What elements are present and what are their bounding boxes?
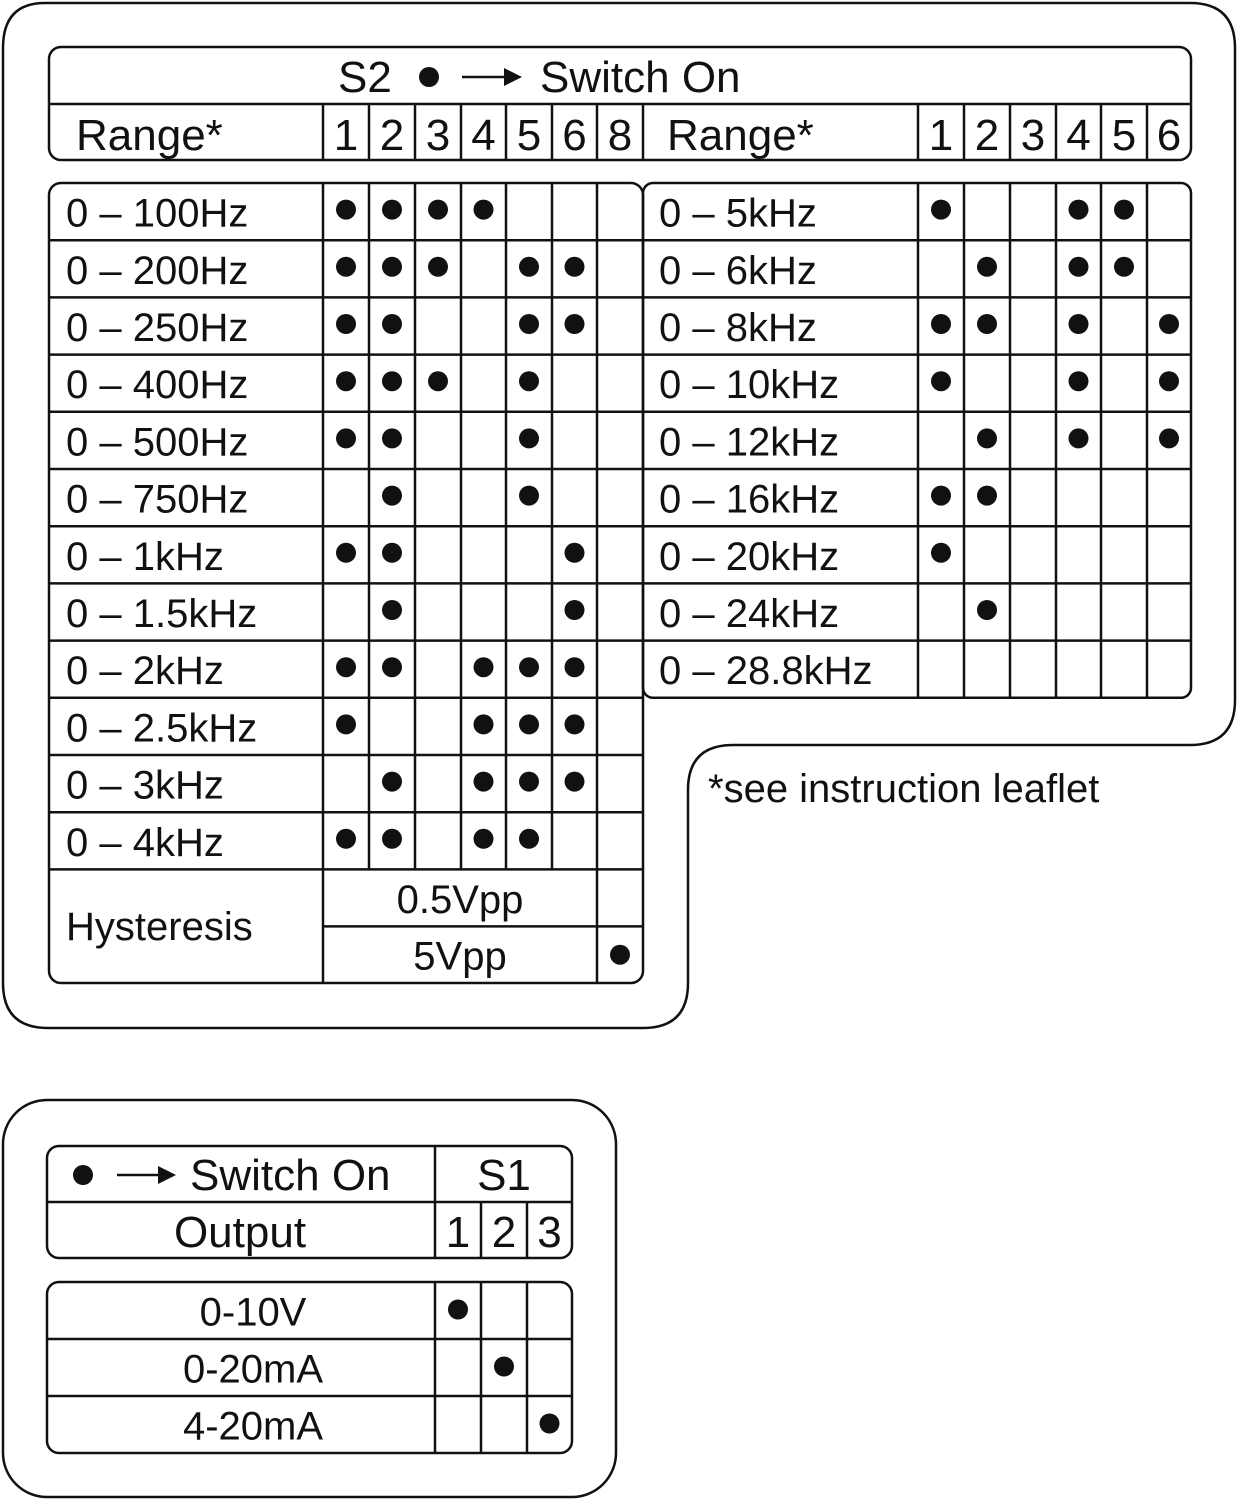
switch-on-dot-icon <box>565 772 585 792</box>
s2-right-range-label: 0 – 16kHz <box>659 477 840 522</box>
s2-left-range-label: 0 – 100Hz <box>66 191 249 236</box>
switch-on-dot-icon <box>1069 371 1089 391</box>
switch-on-dot-icon <box>1069 257 1089 277</box>
s2-right-range-label: 0 – 12kHz <box>659 420 840 465</box>
s2-left-range-label: 0 – 1.5kHz <box>66 592 258 636</box>
switch-on-dot-icon <box>565 600 585 620</box>
s2-left-range-label: 0 – 4kHz <box>66 820 224 865</box>
switch-on-dot-icon <box>382 543 402 563</box>
s2-left-range-label: 0 – 250Hz <box>66 306 249 350</box>
s2-left-column-label: 3 <box>425 111 451 160</box>
switch-on-dot-icon <box>382 200 402 220</box>
switch-on-dot-icon <box>977 428 997 448</box>
instruction-note: *see instruction leaflet <box>708 767 1100 811</box>
s2-right-column-label: 1 <box>928 111 954 160</box>
s2-left-column-label: 8 <box>607 111 633 160</box>
switch-on-dot-icon <box>977 600 997 620</box>
s2-left-column-label: 6 <box>562 111 587 160</box>
switch-on-dot-icon <box>336 314 356 334</box>
s2-title-switch: S2 <box>338 53 392 102</box>
s2-title-label: Switch On <box>540 53 741 102</box>
s2-right-range-label: 0 – 5kHz <box>659 191 817 236</box>
s2-right-range-label: 0 – 6kHz <box>659 248 817 293</box>
switch-on-dot-icon <box>474 657 494 677</box>
s1-output-table <box>47 1282 572 1453</box>
switch-on-dot-icon <box>1159 428 1179 448</box>
switch-on-dot-icon <box>336 257 356 277</box>
s2-right-range-label: 0 – 10kHz <box>659 363 840 408</box>
switch-on-dot-icon <box>382 829 402 849</box>
switch-on-dot-icon <box>336 657 356 677</box>
s2-left-column-label: 4 <box>471 111 496 160</box>
s2-left-range-label: 0 – 200Hz <box>66 248 249 293</box>
switch-on-dot-icon <box>1159 314 1179 334</box>
switch-on-dot-icon <box>448 1300 468 1320</box>
switch-on-dot-icon <box>931 200 951 220</box>
s1-title-switch: S1 <box>477 1151 531 1200</box>
arrow-right-icon <box>117 1166 176 1184</box>
switch-on-dot-icon <box>474 772 494 792</box>
switch-on-dot-icon <box>565 314 585 334</box>
s2-left-range-header: Range* <box>76 111 223 160</box>
s2-right-column-label: 2 <box>974 111 1000 160</box>
s2-hysteresis-value: 5Vpp <box>413 934 507 979</box>
s2-right-column-label: 3 <box>1020 111 1046 160</box>
switch-on-dot-icon <box>1159 371 1179 391</box>
switch-on-dot-icon <box>474 714 494 734</box>
s2-title <box>338 53 741 102</box>
s2-hysteresis-label: Hysteresis <box>66 905 253 950</box>
switch-on-dot-icon <box>382 657 402 677</box>
s1-output-label: 0-10V <box>199 1290 307 1335</box>
switch-on-dot-icon <box>931 486 951 506</box>
switch-on-dot-icon <box>977 486 997 506</box>
arrow-right-icon <box>462 68 522 86</box>
s2-right-column-label: 5 <box>1111 111 1137 160</box>
switch-on-dot-icon <box>931 371 951 391</box>
s2-right-range-header: Range* <box>667 111 814 160</box>
s2-right-range-label: 0 – 28.8kHz <box>659 649 873 694</box>
switch-on-dot-icon <box>419 67 439 87</box>
switch-on-dot-icon <box>382 314 402 334</box>
s2-left-column-label: 2 <box>379 111 405 160</box>
s1-output-label: 4-20mA <box>182 1404 324 1449</box>
switch-on-dot-icon <box>428 371 448 391</box>
switch-on-dot-icon <box>494 1357 514 1377</box>
switch-on-dot-icon <box>1069 200 1089 220</box>
switch-on-dot-icon <box>336 200 356 220</box>
switch-on-dot-icon <box>519 371 539 391</box>
switch-on-dot-icon <box>382 371 402 391</box>
s1-column-label: 2 <box>491 1208 517 1257</box>
s2-right-range-label: 0 – 8kHz <box>659 306 817 350</box>
switch-on-dot-icon <box>428 200 448 220</box>
s2-column-header <box>76 104 1181 160</box>
s2-left-range-label: 0 – 400Hz <box>66 363 249 408</box>
s1-title-label: Switch On <box>190 1151 391 1200</box>
switch-on-dot-icon <box>519 772 539 792</box>
s2-right-column-label: 4 <box>1066 111 1091 160</box>
s2-left-range-label: 0 – 500Hz <box>66 420 249 465</box>
switch-on-dot-icon <box>977 257 997 277</box>
s1-title <box>73 1151 531 1200</box>
switch-on-dot-icon <box>931 543 951 563</box>
switch-on-dot-icon <box>336 543 356 563</box>
switch-on-dot-icon <box>519 314 539 334</box>
switch-on-dot-icon <box>73 1165 93 1185</box>
s2-left-column-label: 5 <box>516 111 542 160</box>
switch-on-dot-icon <box>519 657 539 677</box>
switch-on-dot-icon <box>519 714 539 734</box>
switch-on-dot-icon <box>931 314 951 334</box>
switch-on-dot-icon <box>1114 257 1134 277</box>
s2-right-range-label: 0 – 24kHz <box>659 592 840 636</box>
switch-on-dot-icon <box>382 600 402 620</box>
switch-on-dot-icon <box>977 314 997 334</box>
switch-on-dot-icon <box>382 486 402 506</box>
switch-on-dot-icon <box>519 829 539 849</box>
switch-on-dot-icon <box>382 772 402 792</box>
s1-output-header: Output <box>173 1208 307 1257</box>
switch-on-dot-icon <box>336 829 356 849</box>
s2-right-table <box>643 183 1191 698</box>
switch-on-dot-icon <box>382 428 402 448</box>
switch-on-dot-icon <box>428 257 448 277</box>
s2-left-range-label: 0 – 3kHz <box>66 763 224 808</box>
switch-on-dot-icon <box>519 257 539 277</box>
switch-on-dot-icon <box>1069 314 1089 334</box>
switch-on-dot-icon <box>1114 200 1134 220</box>
s1-column-label: 3 <box>537 1208 562 1257</box>
s2-left-column-label: 1 <box>333 111 359 160</box>
switch-on-dot-icon <box>565 257 585 277</box>
s2-left-range-label: 0 – 750Hz <box>66 477 249 522</box>
s2-left-range-label: 0 – 2kHz <box>66 649 224 694</box>
switch-on-dot-icon <box>610 945 630 965</box>
s2-hysteresis-value: 0.5Vpp <box>396 877 524 922</box>
switch-on-dot-icon <box>565 657 585 677</box>
s2-left-range-label: 0 – 1kHz <box>66 534 224 579</box>
switch-on-dot-icon <box>519 486 539 506</box>
switch-on-dot-icon <box>336 371 356 391</box>
s1-column-header <box>446 1208 562 1257</box>
switch-on-dot-icon <box>474 200 494 220</box>
switch-on-dot-icon <box>336 714 356 734</box>
switch-on-dot-icon <box>336 428 356 448</box>
switch-on-dot-icon <box>519 428 539 448</box>
s2-right-range-label: 0 – 20kHz <box>659 534 840 579</box>
switch-on-dot-icon <box>565 714 585 734</box>
s2-left-table <box>49 183 643 983</box>
s2-right-column-label: 6 <box>1156 111 1182 160</box>
switch-on-dot-icon <box>565 543 585 563</box>
switch-on-dot-icon <box>1069 428 1089 448</box>
switch-on-dot-icon <box>540 1414 560 1434</box>
switch-on-dot-icon <box>382 257 402 277</box>
s2-left-range-label: 0 – 2.5kHz <box>66 706 258 751</box>
s1-output-label: 0-20mA <box>182 1347 324 1392</box>
switch-on-dot-icon <box>474 829 494 849</box>
s1-column-label: 1 <box>445 1208 471 1257</box>
